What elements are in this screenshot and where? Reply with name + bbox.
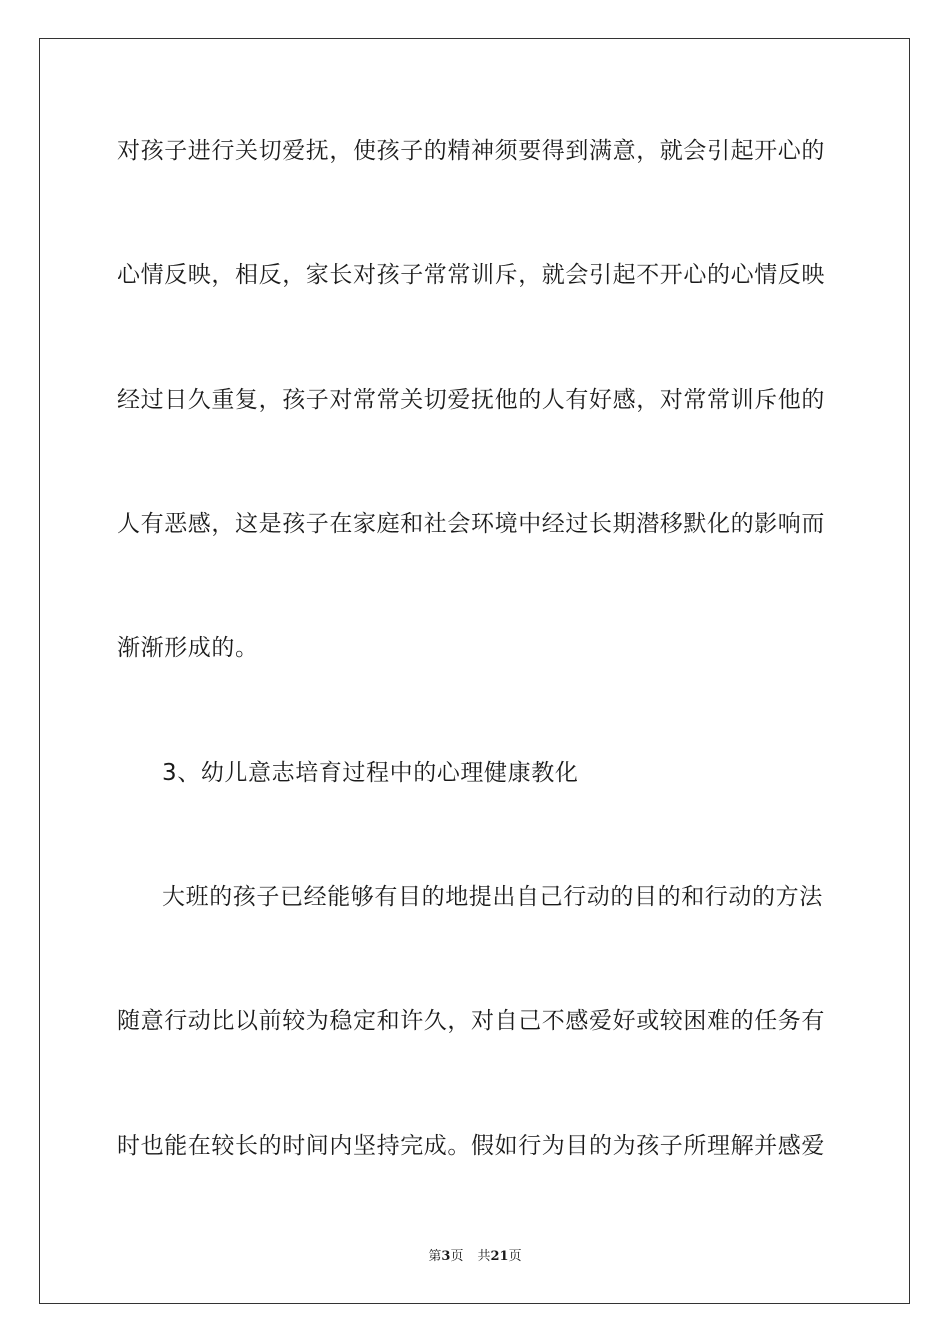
body-text-line: 随意行动比以前较为稳定和许久，对自己不感爱好或较困难的任务有 — [117, 1008, 825, 1034]
body-text-line: 渐渐形成的。 — [117, 635, 259, 661]
total-suffix: 页 — [508, 1249, 522, 1264]
body-text-line: 对孩子进行关切爱抚，使孩子的精神须要得到满意，就会引起开心的 — [117, 138, 825, 164]
page-prefix: 第 — [428, 1249, 442, 1264]
body-text-line: 时也能在较长的时间内坚持完成。假如行为目的为孩子所理解并感爱 — [117, 1133, 825, 1159]
body-text-line: 人有恶感，这是孩子在家庭和社会环境中经过长期潜移默化的影响而 — [117, 511, 825, 537]
body-text-line: 大班的孩子已经能够有目的地提出自己行动的目的和行动的方法 — [162, 884, 823, 910]
body-text-line: 心情反映，相反，家长对孩子常常训斥，就会引起不开心的心情反映 — [117, 262, 825, 288]
section-heading: 3、幼儿意志培育过程中的心理健康教化 — [162, 760, 579, 786]
page-border — [39, 38, 910, 1304]
page-number: 3 — [441, 1249, 451, 1264]
total-pages: 21 — [490, 1249, 509, 1264]
page-suffix: 页 — [450, 1249, 464, 1264]
total-prefix: 共 — [477, 1249, 491, 1264]
body-text-line: 经过日久重复，孩子对常常关切爱抚他的人有好感，对常常训斥他的 — [117, 387, 825, 413]
page-footer — [0, 1248, 950, 1266]
